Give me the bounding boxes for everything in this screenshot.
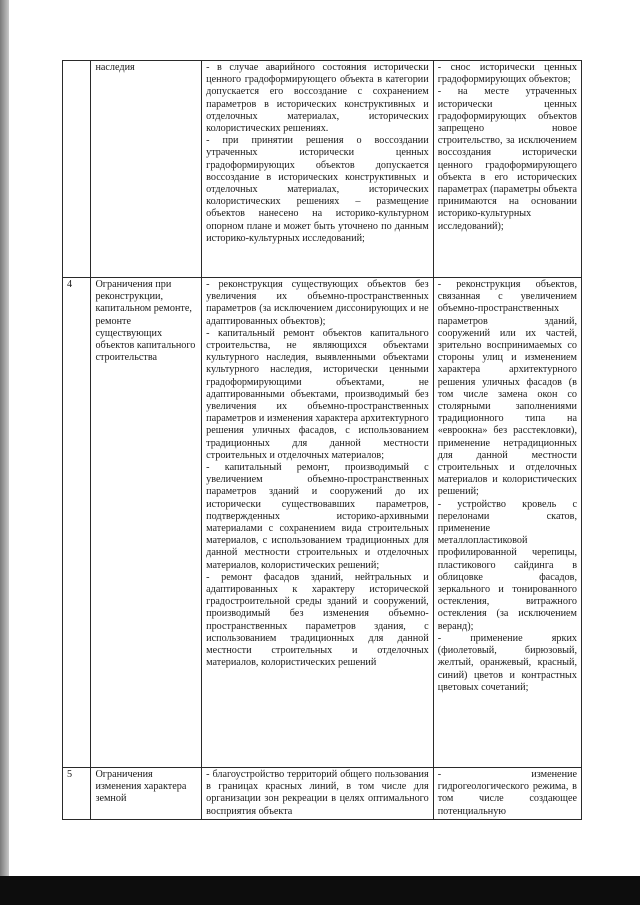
row-number: 5: [63, 768, 91, 820]
prohibited-actions-text: - реконструкция объектов, связанная с увеличением объемно-пространственных параметров зданий, сооружений или их частей, зрительно воспринимаемых со стороны улиц и изменением характера архитектурного решения уличных фасадов (в том числе замена окон со столярными заполнениями традиционного типа на «евроокна» без расстекловки), применение нетрадиционных для данной местности строительных и отделочных материалов и колористических решений; - устройство кровель с перелонами скатов, применение металлопластиковой профилированной черепицы, пластикового сайдинга в облицовке фасадов, зеркального и тонированного остекления, витражного остекления (за исключением веранд); - применение ярких (фиолетовый, бирюзовый, желтый, оранжевый, красный, синий) цветов и контрастных цветовых сочетаний;: [437, 279, 577, 693]
restriction-name-text: наследия: [95, 62, 135, 73]
restriction-name: [91, 768, 202, 820]
permitted-actions-cell: [202, 278, 434, 768]
row-number: 4: [63, 278, 91, 768]
restriction-name-text: Ограничения при реконструкции, капитальном ремонте, ремонте существующих объектов капитального строительства: [95, 279, 196, 364]
permitted-actions-text: - в случае аварийного состояния исторически ценного градоформирующего объекта в категории допускается его воссоздание с сохранением параметров в исторических конструктивных и отделочных материалах, исторических колористических решениях. - при принятии решения о воссоздании утраченных исторически ценных градоформирующих объектов допускается воссоздание в исторических конструктивных и отделочных материалах, исторических колористических решениях – размещение объектов нанесено на историко-культурном опорном плане и может быть уточнено по данным историко-культурных исследований;: [206, 62, 429, 244]
permitted-actions-text: - благоустройство территорий общего пользования в границах красных линий, в том числе для организации зон рекреации в целях оптимального восприятия объекта: [206, 769, 429, 817]
scan-bottom-black-band: [0, 876, 640, 905]
table-row: [63, 278, 582, 768]
restriction-name-text: Ограничения изменения характера земной: [95, 769, 187, 805]
prohibited-actions-cell: [433, 278, 581, 768]
row-number: [63, 61, 91, 278]
table-row: [63, 768, 582, 820]
permitted-actions-text: - реконструкция существующих объектов без увеличения их объемно-пространственных параметров (за исключением диссонирующих и не адаптированных объектов); - капитальный ремонт объектов капитального строительства, не являющихся объектами культурного наследия, выявленными объектами культурного наследия, исторически ценными градоформирующими объектами, не адаптированными объектами, производимый без увеличения их объемно-пространственных параметров и изменения характера архитектурного решения уличных фасадов, с использованием традиционных для данной местности строительных и отделочных материалов; - капитальный ремонт, производимый с увеличением объемно-пространственных параметров зданий и сооружений до их исторически существовавших параметров, подтвержденных историко-архивными материалами с сохранением вида строительных материалов, с использованием традиционных для данной местности строительных и отделочных материалов, колористических решений; - ремонт фасадов зданий, нейтральных и адаптированных к характеру исторической градостроительной среды зданий и сооружений, производимый без изменения объемно-пространственных параметров здания, с использованием традиционных для данной местности строительных и отделочных материалов, колористических решений: [206, 279, 429, 669]
scan-left-edge-shadow: [0, 0, 9, 905]
restriction-name: [91, 278, 202, 768]
table-row: [63, 61, 582, 278]
prohibited-actions-cell: [433, 61, 581, 278]
permitted-actions-cell: [202, 61, 434, 278]
prohibited-actions-text: - снос исторически ценных градоформирующих объектов; - на месте утраченных исторически ценных градоформирующих объектов запрещено новое строительство, за исключением воссоздания исторически ценного градоформирующего объекта в его исторических параметрах (параметры объекта принимаются на основании историко-культурных исследований);: [437, 62, 577, 232]
permitted-actions-cell: [202, 768, 434, 820]
restrictions-table: [62, 60, 582, 820]
prohibited-actions-text: - изменение гидрогеологического режима, в том числе создающее потенциальную: [437, 769, 577, 817]
restriction-name: [91, 61, 202, 278]
prohibited-actions-cell: [433, 768, 581, 820]
